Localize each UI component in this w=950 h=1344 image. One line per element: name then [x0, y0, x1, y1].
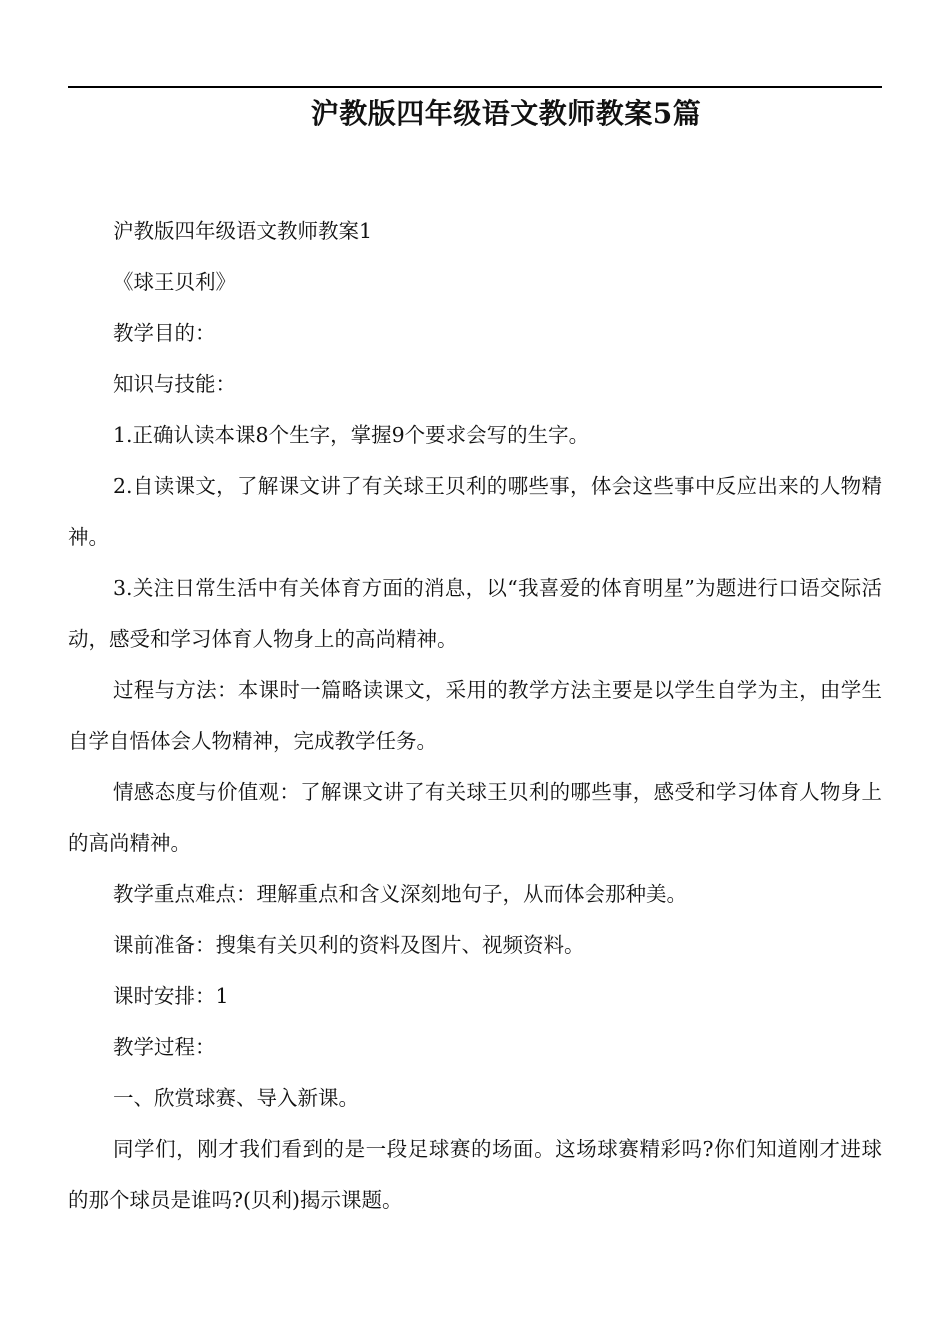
key-difficulties: 教学重点难点：理解重点和含义深刻地句子，从而体会那种美。	[113, 882, 687, 906]
document-body	[68, 206, 882, 1226]
section-heading-process: 教学过程：	[113, 1035, 216, 1059]
process-step-1: 一、欣赏球赛、导入新课。	[113, 1086, 359, 1110]
objective-item-2: 2.自读课文，了解课文讲了有关球王贝利的哪些事，体会这些事中反应出来的人物精神。	[68, 474, 882, 549]
process-and-method: 过程与方法：本课时一篇略读课文，采用的教学方法主要是以学生自学为主，由学生自学自悟体会人物精神，完成教学任务。	[68, 678, 882, 753]
lesson-heading: 沪教版四年级语文教师教案1	[113, 219, 373, 243]
objective-item-1: 1.正确认读本课8个生字，掌握9个要求会写的生字。	[113, 423, 590, 447]
objective-item-3: 3.关注日常生活中有关体育方面的消息，以“我喜爱的体育明星”为题进行口语交际活动，感受和学习体育人物身上的高尚精神。	[68, 576, 882, 651]
header-rule	[68, 86, 882, 88]
lesson-title: 《球王贝利》	[113, 270, 236, 294]
preparation: 课前准备：搜集有关贝利的资料及图片、视频资料。	[113, 933, 585, 957]
section-heading-objectives: 教学目的：	[113, 321, 216, 345]
emotion-and-values: 情感态度与价值观：了解课文讲了有关球王贝利的哪些事，感受和学习体育人物身上的高尚精神。	[68, 780, 882, 855]
document-title: 沪教版四年级语文教师教案5篇	[310, 97, 702, 130]
lesson-schedule: 课时安排：1	[113, 984, 229, 1008]
subheading-knowledge-skills: 知识与技能：	[113, 372, 236, 396]
process-step-1-text: 同学们，刚才我们看到的是一段足球赛的场面。这场球赛精彩吗?你们知道刚才进球的那个球员是谁吗?(贝利)揭示课题。	[68, 1137, 882, 1212]
